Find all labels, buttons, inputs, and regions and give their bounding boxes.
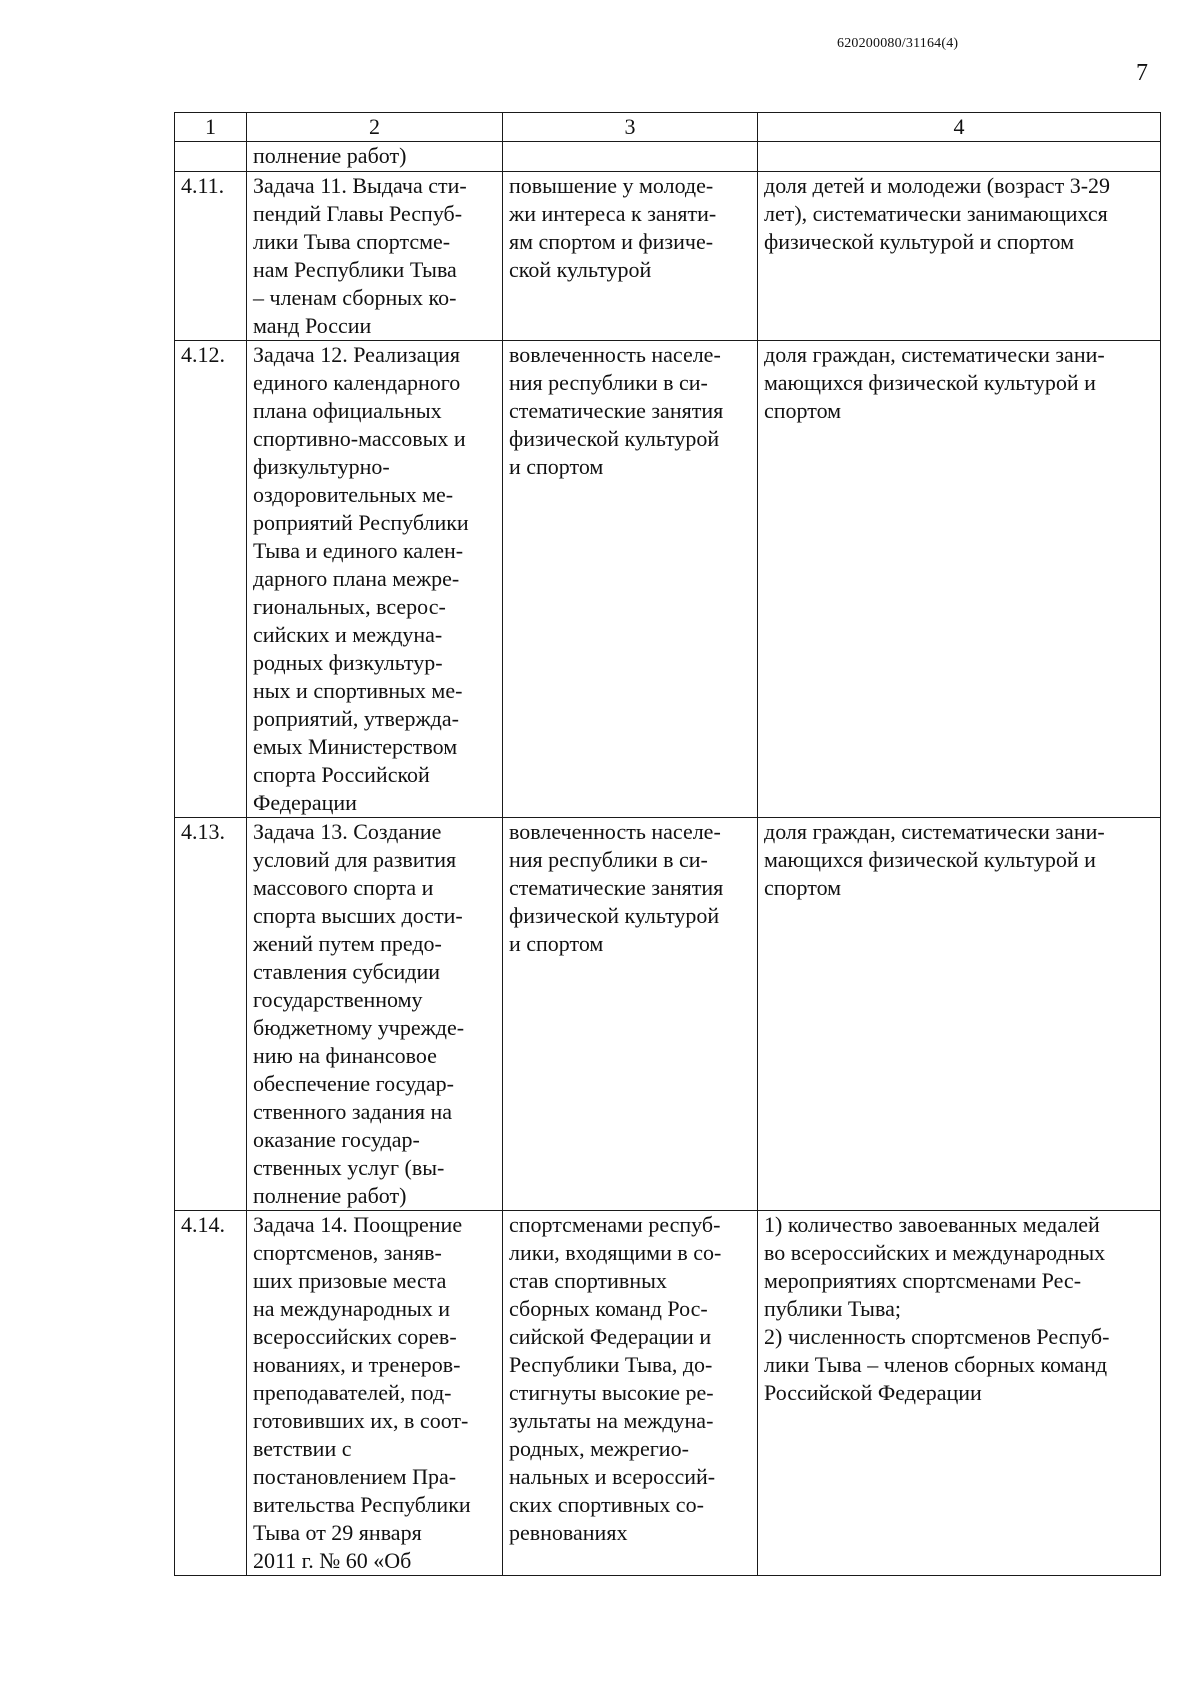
text-line: массового спорта и [253, 875, 434, 900]
text-line: – членам сборных ко- [253, 285, 457, 310]
text-line: оказание государ- [253, 1127, 420, 1152]
continuation-row [175, 142, 1161, 172]
text-line: нам Республики Тыва [253, 257, 457, 282]
text-line: во всероссийских и международных [764, 1240, 1106, 1265]
text-line: ревнованиях [509, 1520, 628, 1545]
row-number: 4.11. [175, 172, 247, 341]
text-line: мающихся физической культурой и [764, 370, 1096, 395]
text-line: Российской Федерации [764, 1380, 982, 1405]
cell-empty [758, 142, 1161, 172]
text-line: полнение работ) [253, 143, 407, 168]
text-line: 1) количество завоеванных медалей [764, 1212, 1100, 1237]
text-line: вовлеченность населе- [509, 819, 721, 844]
text-line: стематические занятия [509, 875, 724, 900]
text-line: лики Тыва спортсме- [253, 229, 451, 254]
text-line: родных физкультур- [253, 650, 443, 675]
text-line: манд России [253, 313, 372, 338]
text-line: готовивших их, в соот- [253, 1408, 469, 1433]
cell-indicator [758, 341, 1161, 818]
text-line: роприятий Республики [253, 510, 469, 535]
text-line: ям спортом и физиче- [509, 229, 714, 254]
cell-task [247, 341, 503, 818]
text-line: обеспечение государ- [253, 1071, 455, 1096]
text-line: жений путем предо- [253, 931, 442, 956]
text-line: Тыва и единого кален- [253, 538, 464, 563]
text-line: повышение у молоде- [509, 173, 714, 198]
text-line: преподавателей, под- [253, 1380, 452, 1405]
text-line: государственному [253, 987, 423, 1012]
text-line: вительства Республики [253, 1492, 471, 1517]
document-code: 620200080/31164(4) [837, 36, 959, 51]
text-line: пендий Главы Респуб- [253, 201, 463, 226]
text-line: спортом [764, 875, 842, 900]
text-line: бюджетному учрежде- [253, 1015, 465, 1040]
table-row [175, 1211, 1161, 1576]
text-line: оздоровительных ме- [253, 482, 454, 507]
text-line: Тыва от 29 января [253, 1520, 422, 1545]
text-line: на международных и [253, 1296, 451, 1321]
text-line: емых Министерством [253, 734, 458, 759]
text-line: вовлеченность населе- [509, 342, 721, 367]
text-line: ственных услуг (вы- [253, 1155, 445, 1180]
text-line: ских спортивных со- [509, 1492, 704, 1517]
page-number: 7 [1136, 60, 1148, 86]
cell-task [247, 1211, 503, 1576]
text-line: сийских и междуна- [253, 622, 443, 647]
column-number-row [175, 113, 1161, 142]
text-line: спортсменами респуб- [509, 1212, 721, 1237]
text-line: спорта Российской [253, 762, 430, 787]
text-line: гиональных, всерос- [253, 594, 446, 619]
text-line: нальных и всероссий- [509, 1464, 716, 1489]
text-line: и спортом [509, 931, 604, 956]
text-line: всероссийских сорев- [253, 1324, 457, 1349]
row-number: 4.14. [175, 1211, 247, 1576]
text-line: условий для развития [253, 847, 457, 872]
text-line: ской культурой [509, 257, 652, 282]
text-line: сборных команд Рос- [509, 1296, 708, 1321]
cell-result [503, 341, 758, 818]
text-line: Федерации [253, 790, 357, 815]
cell-indicator [758, 172, 1161, 341]
text-line: лет), систематически занимающихся [764, 201, 1108, 226]
text-line: физической культурой [509, 903, 720, 928]
text-line: спорта высших дости- [253, 903, 463, 928]
text-line: доля граждан, систематически зани- [764, 342, 1105, 367]
text-line: мающихся физической культурой и [764, 847, 1096, 872]
cell-task [247, 818, 503, 1211]
text-line: дарного плана межре- [253, 566, 460, 591]
text-line: нию на финансовое [253, 1043, 437, 1068]
text-line: физической культурой и спортом [764, 229, 1075, 254]
text-line: Республики Тыва, до- [509, 1352, 713, 1377]
text-line: стигнуты высокие ре- [509, 1380, 714, 1405]
cell-task [247, 142, 503, 172]
text-line: нованиях, и тренеров- [253, 1352, 461, 1377]
column-number: 2 [247, 113, 503, 142]
text-line: родных, межрегио- [509, 1436, 689, 1461]
text-line: 2) численность спортсменов Респуб- [764, 1324, 1110, 1349]
text-line: ния республики в си- [509, 370, 708, 395]
indicators-table [174, 112, 1161, 1576]
text-line: лики Тыва – членов сборных команд [764, 1352, 1108, 1377]
table-row [175, 172, 1161, 341]
cell-task [247, 172, 503, 341]
text-line: зультаты на междуна- [509, 1408, 714, 1433]
text-line: Задача 12. Реализация [253, 342, 461, 367]
table-rows [175, 172, 1161, 1576]
cell-indicator [758, 1211, 1161, 1576]
cell-indicator [758, 818, 1161, 1211]
text-line: ных и спортивных ме- [253, 678, 463, 703]
text-line: постановлением Пра- [253, 1464, 457, 1489]
text-line: ветствии с [253, 1436, 352, 1461]
text-line: ставления субсидии [253, 959, 441, 984]
text-line: физической культурой [509, 426, 720, 451]
text-line: мероприятиях спортсменами Рес- [764, 1268, 1082, 1293]
text-line: спортивно-массовых и [253, 426, 466, 451]
cell-empty [503, 142, 758, 172]
text-line: публики Тыва; [764, 1296, 901, 1321]
text-line: физкультурно- [253, 454, 390, 479]
column-number: 1 [175, 113, 247, 142]
text-line: Задача 11. Выдача сти- [253, 173, 467, 198]
row-number: 4.13. [175, 818, 247, 1211]
text-line: ния республики в си- [509, 847, 708, 872]
text-line: доля детей и молодежи (возраст 3-29 [764, 173, 1111, 198]
table-row [175, 818, 1161, 1211]
cell-result [503, 818, 758, 1211]
text-line: 2011 г. № 60 «Об [253, 1548, 412, 1573]
text-line: стематические занятия [509, 398, 724, 423]
row-number: 4.12. [175, 341, 247, 818]
text-line: Задача 14. Поощрение [253, 1212, 463, 1237]
text-line: лики, входящими в со- [509, 1240, 722, 1265]
cell-empty [175, 142, 247, 172]
text-line: спортом [764, 398, 842, 423]
text-line: плана официальных [253, 398, 442, 423]
column-number: 3 [503, 113, 758, 142]
text-line: став спортивных [509, 1268, 667, 1293]
text-line: роприятий, утвержда- [253, 706, 459, 731]
text-line: спортсменов, заняв- [253, 1240, 442, 1265]
text-line: единого календарного [253, 370, 461, 395]
text-line: и спортом [509, 454, 604, 479]
cell-result [503, 172, 758, 341]
text-line: жи интереса к заняти- [509, 201, 717, 226]
cell-result [503, 1211, 758, 1576]
column-number: 4 [758, 113, 1161, 142]
text-line: Задача 13. Создание [253, 819, 442, 844]
text-line: ственного задания на [253, 1099, 453, 1124]
text-line: доля граждан, систематически зани- [764, 819, 1105, 844]
table-row [175, 341, 1161, 818]
text-line: полнение работ) [253, 1183, 407, 1208]
text-line: ших призовые места [253, 1268, 447, 1293]
text-line: сийской Федерации и [509, 1324, 712, 1349]
